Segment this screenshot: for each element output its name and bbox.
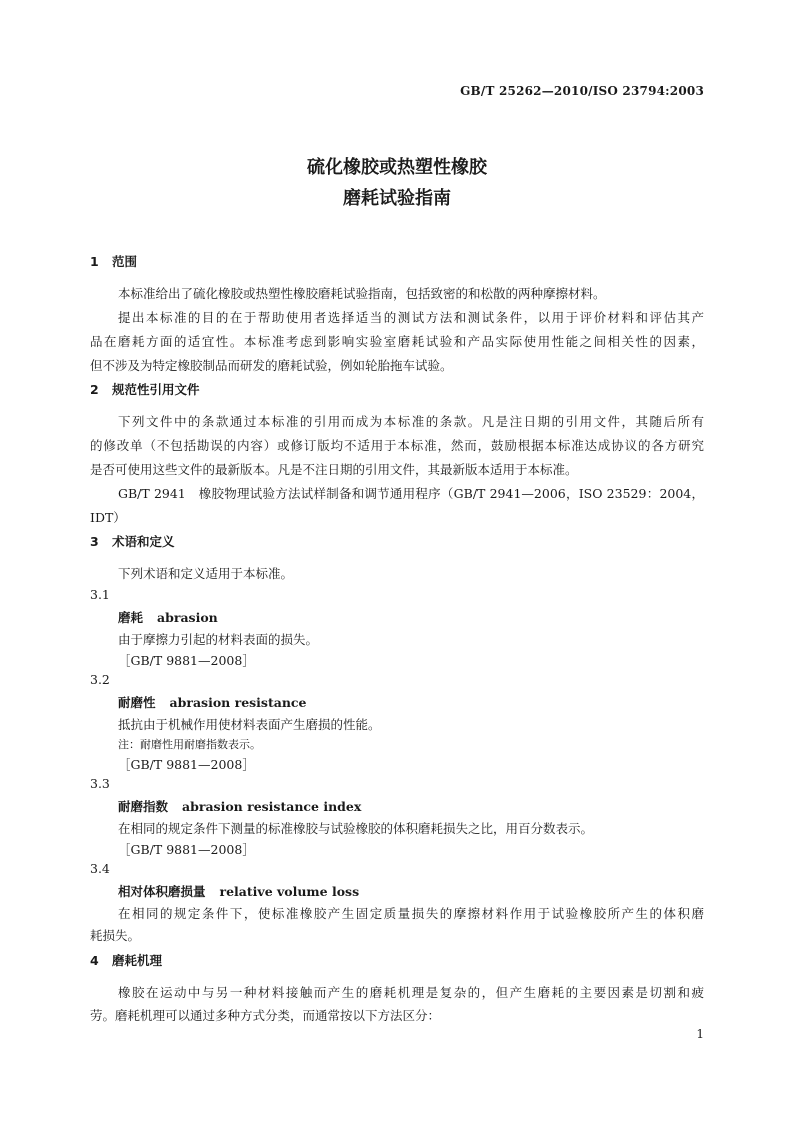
term-english: abrasion resistance index: [182, 799, 362, 814]
term-definition: 抵抗由于机械作用使材料表面产生磨损的性能。: [118, 717, 381, 732]
term-note: 注：耐磨性用耐磨指数表示。: [118, 738, 261, 751]
term-entry: [118, 608, 218, 626]
term-definition: 在相同的规定条件下，使标准橡胶产生固定质量损失的摩擦材料作用于试验橡胶所产生的体积磨: [118, 906, 704, 921]
term-source: ［GB/T 9881—2008］: [118, 653, 255, 668]
title-line-1: 硫化橡胶或热塑性橡胶: [307, 157, 487, 178]
term-number: 3.1: [90, 587, 110, 602]
paragraph-line: 提出本标准的目的在于帮助使用者选择适当的测试方法和测试条件，以用于评价材料和评估其产: [118, 310, 704, 325]
paragraph-line: 劳。磨耗机理可以通过多种方式分类，而通常按以下方法区分：: [90, 1008, 441, 1023]
paragraph-line: 下列文件中的条款通过本标准的引用而成为本标准的条款。凡是注日期的引用文件，其随后所有: [118, 414, 704, 429]
paragraph-line: 是否可使用这些文件的最新版本。凡是不注日期的引用文件，其最新版本适用于本标准。: [90, 462, 578, 477]
term-chinese: 磨耗: [118, 610, 144, 625]
term-entry: [118, 882, 359, 900]
section-3-heading: [90, 532, 175, 550]
paragraph: 本标准给出了硫化橡胶或热塑性橡胶磨耗试验指南，包括致密的和松散的两种摩擦材料。: [118, 286, 606, 301]
normative-reference: GB/T 2941 橡胶物理试验方法试样制备和调节通用程序（GB/T 2941—2006，ISO 23529：2004，: [118, 486, 704, 501]
term-definition: 在相同的规定条件下测量的标准橡胶与试验橡胶的体积磨耗损失之比，用百分数表示。: [118, 821, 594, 836]
term-chinese: 相对体积磨损量: [118, 884, 206, 899]
paragraph-line: 品在磨耗方面的适宜性。本标准考虑到影响实验室磨耗试验和产品实际使用性能之间相关性的因素，: [90, 334, 704, 349]
section-number: 4: [90, 953, 99, 968]
section-2-heading: [90, 380, 200, 398]
page-number: 1: [696, 1027, 704, 1041]
term-number: 3.2: [90, 672, 110, 687]
term-definition: 由于摩擦力引起的材料表面的损失。: [118, 632, 319, 647]
term-number: 3.3: [90, 776, 110, 791]
section-number: 1: [90, 254, 99, 269]
term-english: abrasion: [157, 610, 218, 625]
term-english: relative volume loss: [219, 884, 360, 899]
term-definition-cont: 耗损失。: [90, 928, 141, 943]
term-english: abrasion resistance: [169, 695, 307, 710]
paragraph-line: 的修改单（不包括勘误的内容）或修订版均不适用于本标准，然而，鼓励根据本标准达成协议的各方研究: [90, 438, 704, 453]
document-code-header: GB/T 25262—2010/ISO 23794:2003: [460, 84, 704, 98]
section-1-heading: [90, 252, 137, 270]
paragraph: 下列术语和定义适用于本标准。: [118, 566, 294, 581]
term-source: ［GB/T 9881—2008］: [118, 842, 255, 857]
term-number: 3.4: [90, 861, 110, 876]
normative-reference-cont: IDT）: [90, 510, 126, 525]
section-number: 3: [90, 534, 99, 549]
section-title: 磨耗机理: [112, 953, 163, 968]
term-chinese: 耐磨指数: [118, 799, 169, 814]
paragraph-line: 橡胶在运动中与另一种材料接触而产生的磨耗机理是复杂的，但产生磨耗的主要因素是切割和疲: [118, 985, 704, 1000]
section-4-heading: [90, 951, 162, 969]
section-title: 范围: [112, 254, 138, 269]
title-line-2: 磨耗试验指南: [343, 188, 451, 209]
term-entry: [118, 693, 307, 711]
term-source: ［GB/T 9881—2008］: [118, 757, 255, 772]
term-chinese: 耐磨性: [118, 695, 156, 710]
term-entry: [118, 797, 361, 815]
paragraph-line: 但不涉及为特定橡胶制品而研发的磨耗试验，例如轮胎拖车试验。: [90, 358, 453, 373]
section-title: 规范性引用文件: [112, 382, 200, 397]
section-number: 2: [90, 382, 99, 397]
section-title: 术语和定义: [112, 534, 175, 549]
